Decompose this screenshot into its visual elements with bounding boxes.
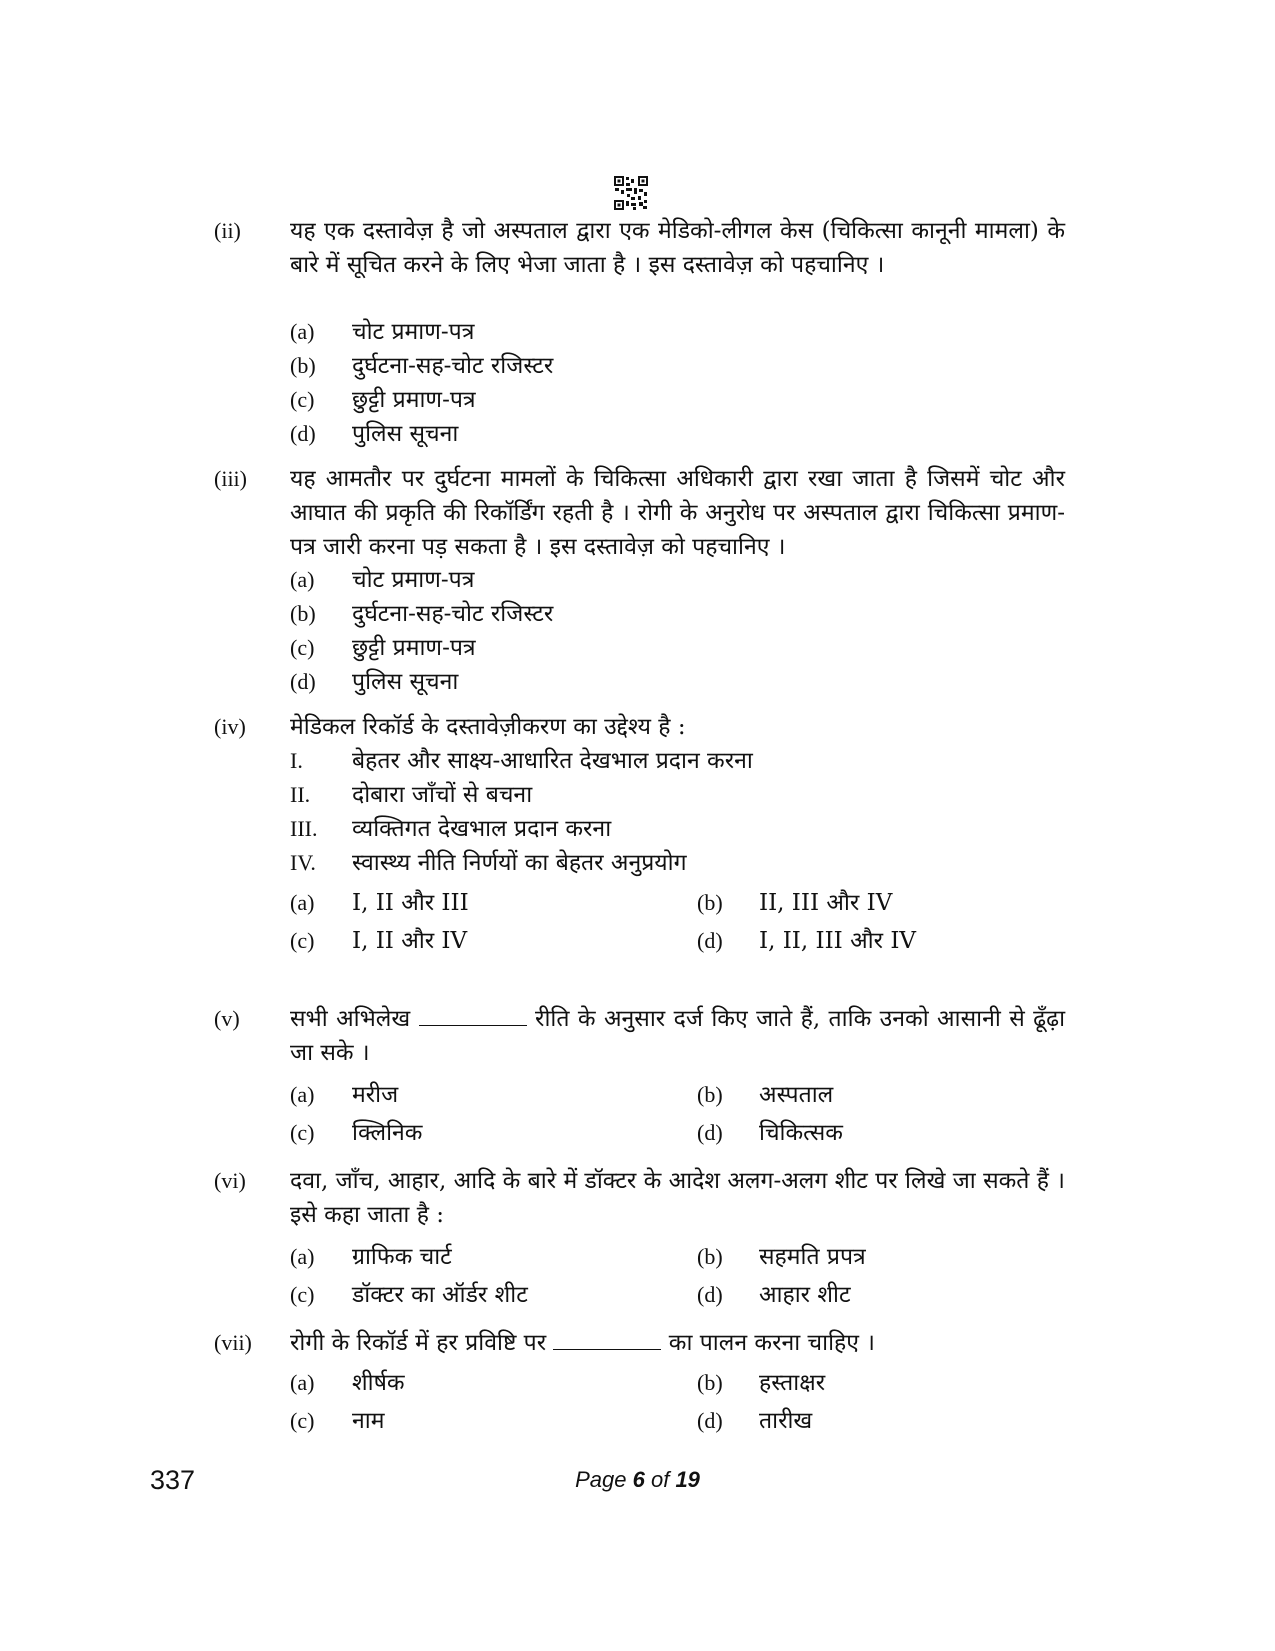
question-number: (vii) [214, 1330, 252, 1355]
option-text: अस्पताल [759, 1082, 834, 1108]
option-d [697, 1404, 812, 1438]
statement-label: I. [290, 748, 303, 773]
option-a [290, 1366, 405, 1400]
page-current: 6 [632, 1467, 645, 1492]
question-stem: यह आमतौर पर दुर्घटना मामलों के चिकित्सा अधिकारी द्वारा रखा जाता है जिसमें चोट और आघात की प्रकृति की रिकॉर्डिंग रहती है । रोगी के अनुरोध पर अस्पताल द्वारा चिकित्सा प्रमाण-पत्र जारी करना पड़ सकता है । इस दस्तावेज़ को पहचानिए । [290, 466, 1065, 560]
statement-text: स्वास्थ्य नीति निर्णयों का बेहतर अनुप्रयोग [352, 850, 687, 876]
option-b [697, 1240, 866, 1274]
option-label: (b) [697, 1082, 723, 1107]
option-label: (d) [290, 421, 316, 446]
option-c [290, 1404, 384, 1438]
option-b [290, 597, 553, 631]
option-text: आहार शीट [759, 1282, 851, 1308]
question-stem: यह एक दस्तावेज़ है जो अस्पताल द्वारा एक मेडिको-लीगल केस (चिकित्सा कानूनी मामला) के बारे में सूचित करने के लिए भेजा जाता है । इस दस्तावेज़ को पहचानिए । [290, 218, 1065, 278]
option-label: (d) [697, 1120, 723, 1145]
option-label: (d) [697, 1282, 723, 1307]
statement-iii [290, 812, 611, 846]
option-c [290, 383, 476, 417]
fill-blank [419, 1005, 527, 1026]
option-label: (b) [290, 353, 316, 378]
option-d [290, 665, 458, 699]
option-text: नाम [352, 1408, 385, 1434]
statement-i [290, 744, 753, 778]
option-label: (a) [290, 1082, 315, 1107]
option-text: I, II और IV [352, 928, 468, 954]
option-d [290, 417, 458, 451]
option-label: (c) [290, 1408, 315, 1433]
statement-text: व्यक्तिगत देखभाल प्रदान करना [352, 816, 612, 842]
statement-label: II. [290, 782, 311, 807]
stem-after-blank: का पालन करना चाहिए । [668, 1330, 875, 1356]
option-text: ग्राफिक चार्ट [352, 1244, 452, 1270]
option-label: (a) [290, 319, 315, 344]
option-text: क्लिनिक [352, 1120, 423, 1146]
question-stem [290, 1326, 1065, 1360]
option-label: (b) [290, 601, 316, 626]
option-label: (c) [290, 1282, 315, 1307]
option-label: (c) [290, 1120, 315, 1145]
stem-after-blank: रीति के अनुसार दर्ज किए जाते हैं, ताकि उनको आसानी से ढूँढ़ा जा सके । [290, 1006, 1066, 1066]
option-text: दुर्घटना-सह-चोट रजिस्टर [352, 353, 554, 379]
option-text: चिकित्सक [759, 1120, 843, 1146]
question-number: (vi) [214, 1168, 246, 1193]
question-number: (ii) [214, 218, 241, 243]
question-stem: दवा, जाँच, आहार, आदि के बारे में डॉक्टर के आदेश अलग-अलग शीट पर लिखे जा सकते हैं । इसे कहा जाता है : [290, 1168, 1065, 1228]
option-d [697, 924, 916, 958]
option-b [290, 349, 553, 383]
option-d [697, 1278, 851, 1312]
option-label: (b) [697, 1244, 723, 1269]
page-number [0, 1467, 1275, 1493]
option-label: (d) [697, 1408, 723, 1433]
question-number: (iv) [214, 714, 246, 739]
option-text: सहमति प्रपत्र [759, 1244, 866, 1270]
statement-ii [290, 778, 532, 812]
option-text: I, II, III और IV [759, 928, 917, 954]
option-label: (d) [290, 669, 316, 694]
option-d [697, 1116, 843, 1150]
option-text: II, III और IV [759, 890, 893, 916]
option-c [290, 1278, 528, 1312]
option-label: (a) [290, 567, 315, 592]
statement-label: III. [290, 816, 318, 841]
option-label: (b) [697, 890, 723, 915]
option-label: (b) [697, 1370, 723, 1395]
option-text: पुलिस सूचना [352, 421, 459, 447]
option-c [290, 631, 476, 665]
option-label: (a) [290, 1370, 315, 1395]
paper-code: 337 [150, 1465, 196, 1495]
question-number: (iii) [214, 466, 247, 491]
statement-text: बेहतर और साक्ष्य-आधारित देखभाल प्रदान करना [352, 748, 753, 774]
fill-blank [553, 1329, 661, 1350]
statement-iv [290, 846, 687, 880]
option-text: दुर्घटना-सह-चोट रजिस्टर [352, 601, 554, 627]
option-text: छुट्टी प्रमाण-पत्र [352, 387, 476, 413]
stem-before-blank: रोगी के रिकॉर्ड में हर प्रविष्टि पर [290, 1330, 547, 1356]
option-b [697, 1078, 833, 1112]
stem-before-blank: सभी अभिलेख [290, 1006, 411, 1032]
page-of: of [650, 1467, 670, 1492]
option-text: हस्ताक्षर [759, 1370, 826, 1396]
option-b [697, 886, 892, 920]
option-a [290, 563, 474, 597]
option-label: (a) [290, 890, 315, 915]
option-text: चोट प्रमाण-पत्र [352, 319, 475, 345]
page-total: 19 [675, 1467, 700, 1492]
option-text: I, II और III [352, 890, 469, 916]
page-prefix: Page [575, 1467, 627, 1492]
statement-text: दोबारा जाँचों से बचना [352, 782, 533, 808]
option-label: (d) [697, 928, 723, 953]
question-stem: मेडिकल रिकॉर्ड के दस्तावेज़ीकरण का उद्देश्य है : [290, 714, 686, 740]
option-label: (a) [290, 1244, 315, 1269]
option-c [290, 924, 467, 958]
question-number: (v) [214, 1006, 240, 1031]
option-label: (c) [290, 928, 315, 953]
option-text: शीर्षक [352, 1370, 405, 1396]
option-text: मरीज [352, 1082, 399, 1108]
option-b [697, 1366, 825, 1400]
option-label: (c) [290, 387, 315, 412]
option-text: डॉक्टर का ऑर्डर शीट [352, 1282, 528, 1308]
option-a [290, 886, 469, 920]
option-a [290, 1240, 452, 1274]
option-label: (c) [290, 635, 315, 660]
option-a [290, 315, 474, 349]
question-stem [290, 1002, 1065, 1070]
option-text: चोट प्रमाण-पत्र [352, 567, 475, 593]
option-text: पुलिस सूचना [352, 669, 459, 695]
option-text: छुट्टी प्रमाण-पत्र [352, 635, 476, 661]
option-c [290, 1116, 422, 1150]
option-a [290, 1078, 398, 1112]
statement-label: IV. [290, 850, 316, 875]
option-text: तारीख [759, 1408, 813, 1434]
qr-code [614, 176, 648, 210]
